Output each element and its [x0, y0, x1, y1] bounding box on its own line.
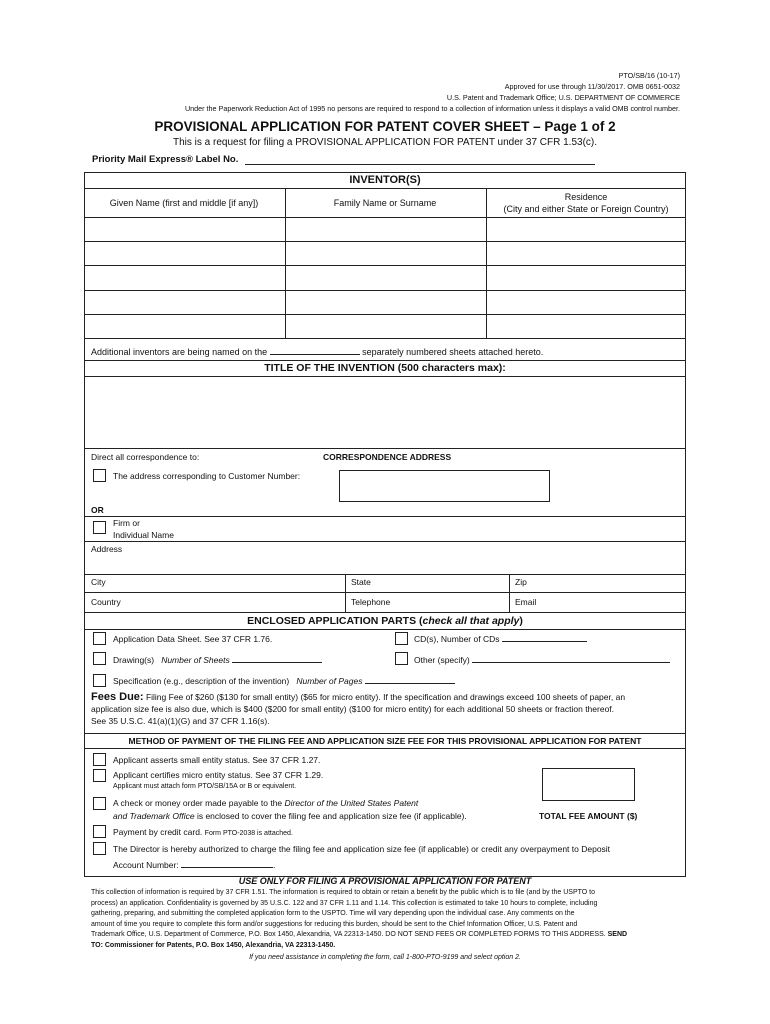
- approval-text: Approved for use through 11/30/2017. OMB 0651-0032: [504, 82, 680, 91]
- credit-card-checkbox[interactable]: [93, 825, 106, 838]
- credit-card-label: Payment by credit card. Form PTO-2038 is attached.: [113, 827, 293, 837]
- account-number-label: Account Number: .: [113, 860, 276, 870]
- use-only-notice: USE ONLY FOR FILING A PROVISIONAL APPLICATION FOR PATENT: [238, 876, 532, 886]
- micro-entity-note: Applicant must attach form PTO/SB/15A or B or equivalent.: [113, 783, 297, 790]
- deposit-checkbox[interactable]: [93, 842, 106, 855]
- firm-checkbox[interactable]: [93, 521, 106, 534]
- enclosed-heading: ENCLOSED APPLICATION PARTS (check all that apply): [247, 615, 523, 627]
- office-text: U.S. Patent and Trademark Office; U.S. DEPARTMENT OF COMMERCE: [446, 93, 680, 102]
- ads-label: Application Data Sheet. See 37 CFR 1.76.: [113, 634, 273, 644]
- account-number-input[interactable]: [181, 867, 273, 868]
- state-label: State: [351, 577, 371, 587]
- ads-checkbox[interactable]: [93, 632, 106, 645]
- num-pages-input[interactable]: [365, 683, 455, 684]
- additional-inventors: Additional inventors are being named on the separately numbered sheets attached hereto.: [91, 347, 544, 357]
- specification-checkbox[interactable]: [93, 674, 106, 687]
- customer-number-input[interactable]: [339, 470, 550, 502]
- email-label: Email: [515, 597, 537, 607]
- col-family-name: Family Name or Surname: [333, 198, 437, 208]
- drawings-label: Drawing(s) Number of Sheets: [113, 655, 322, 665]
- burden-statement: This collection of information is required by 37 CFR 1.51. The information is required to obtain or retain a benefit by the public which is to file (and by the USPTO to process) an application. Confidentiality is governed by 35 U.S.C. 122 and 37 CFR 1.11 and 1.14. This collection is estimated to take 10 hours to complete, including gathering, preparing, and submitting the completed application form to the USPTO. Time will vary depending upon the individual case. Any comments on the amount of time you require to complete this form and/or suggestions for reducing this burden, should be sent to the Chief Information Officer, U.S. Patent and Trademark Office, U.S. Department of Commerce, P.O. Box 1450, Alexandria, VA 22313-1450. DO NOT SEND FEES OR COMPLETED FORMS TO THIS ADDRESS. SEND TO: Commissioner for Patents, P.O. Box 1450, Alexandria, VA 22313-1450.: [91, 889, 628, 949]
- micro-entity-label: Applicant certifies micro entity status. See 37 CFR 1.29.: [113, 770, 324, 780]
- other-input[interactable]: [472, 662, 670, 663]
- specification-label: Specification (e.g., description of the invention) Number of Pages: [113, 676, 455, 686]
- other-checkbox[interactable]: [395, 652, 408, 665]
- firm-label: Firm or: [113, 518, 140, 528]
- country-label: Country: [91, 597, 121, 607]
- customer-number-checkbox[interactable]: [93, 469, 106, 482]
- fees-text: Fees Due: Filing Fee of $260 ($130 for small entity) ($65 for micro entity). If the specification and drawings exceed 100 sheets of paper, an application size fee is also due, which is $400 ($200 for small entity) ($100 for micro entity) for each additional 50 sheets or fraction thereof. See 35 U.S.C. 41(a)(1)(G) and 37 CFR 1.16(s).: [91, 691, 626, 726]
- total-fee-label: TOTAL FEE AMOUNT ($): [539, 811, 638, 821]
- telephone-label: Telephone: [351, 597, 391, 607]
- col-given-name: Given Name (first and middle [if any]): [109, 198, 259, 208]
- cds-label: CD(s), Number of CDs: [414, 634, 587, 644]
- check-payment-line2: and Trademark Office is enclosed to cover the filing fee and application size fee (if applicable).: [113, 811, 467, 821]
- paperwork-notice: Under the Paperwork Reduction Act of 1995 no persons are required to respond to a collection of information unless it displays a valid OMB control number.: [184, 104, 680, 113]
- form-number: PTO/SB/16 (10-17): [618, 71, 680, 80]
- subtitle: This is a request for filing a PROVISIONAL APPLICATION FOR PATENT under 37 CFR 1.53(c).: [172, 137, 598, 148]
- customer-number-label: The address corresponding to Customer Number:: [113, 471, 301, 481]
- cds-input[interactable]: [502, 641, 587, 642]
- correspondence-heading: CORRESPONDENCE ADDRESS: [323, 452, 452, 462]
- inventors-heading: INVENTOR(S): [349, 174, 421, 186]
- zip-label: Zip: [515, 577, 527, 587]
- check-payment-line1: A check or money order made payable to the Director of the United States Patent: [113, 798, 419, 808]
- col-residence-sub: (City and either State or Foreign Country): [503, 204, 669, 214]
- city-label: City: [91, 577, 106, 587]
- check-payment-checkbox[interactable]: [93, 797, 106, 810]
- additional-sheets-input[interactable]: [270, 354, 360, 355]
- deposit-label: The Director is hereby authorized to charge the filing fee and application size fee (if applicable) or credit any overpayment to Deposit: [113, 844, 611, 854]
- priority-mail-input[interactable]: [245, 164, 595, 165]
- drawings-checkbox[interactable]: [93, 652, 106, 665]
- num-sheets-input[interactable]: [232, 662, 322, 663]
- assistance-note: If you need assistance in completing the form, call 1-800-PTO-9199 and select option 2.: [249, 954, 521, 961]
- page-title: PROVISIONAL APPLICATION FOR PATENT COVER SHEET – Page 1 of 2: [154, 119, 616, 134]
- small-entity-checkbox[interactable]: [93, 753, 106, 766]
- small-entity-label: Applicant asserts small entity status. See 37 CFR 1.27.: [113, 755, 321, 765]
- address-label: Address: [91, 544, 123, 554]
- or-label: OR: [91, 505, 104, 515]
- invention-title-input[interactable]: [85, 377, 685, 447]
- priority-mail-label: Priority Mail Express® Label No.: [92, 154, 239, 165]
- individual-name-label: Individual Name: [113, 530, 174, 540]
- total-fee-input[interactable]: [542, 768, 635, 801]
- micro-entity-checkbox[interactable]: [93, 769, 106, 782]
- direct-correspondence: Direct all correspondence to:: [91, 452, 200, 462]
- cds-checkbox[interactable]: [395, 632, 408, 645]
- col-residence: Residence: [564, 192, 608, 202]
- invention-title-heading: TITLE OF THE INVENTION (500 characters max):: [264, 362, 506, 374]
- other-label: Other (specify): [414, 655, 670, 665]
- payment-heading: METHOD OF PAYMENT OF THE FILING FEE AND APPLICATION SIZE FEE FOR THIS PROVISIONAL APPLICATION FOR PATENT: [128, 736, 642, 746]
